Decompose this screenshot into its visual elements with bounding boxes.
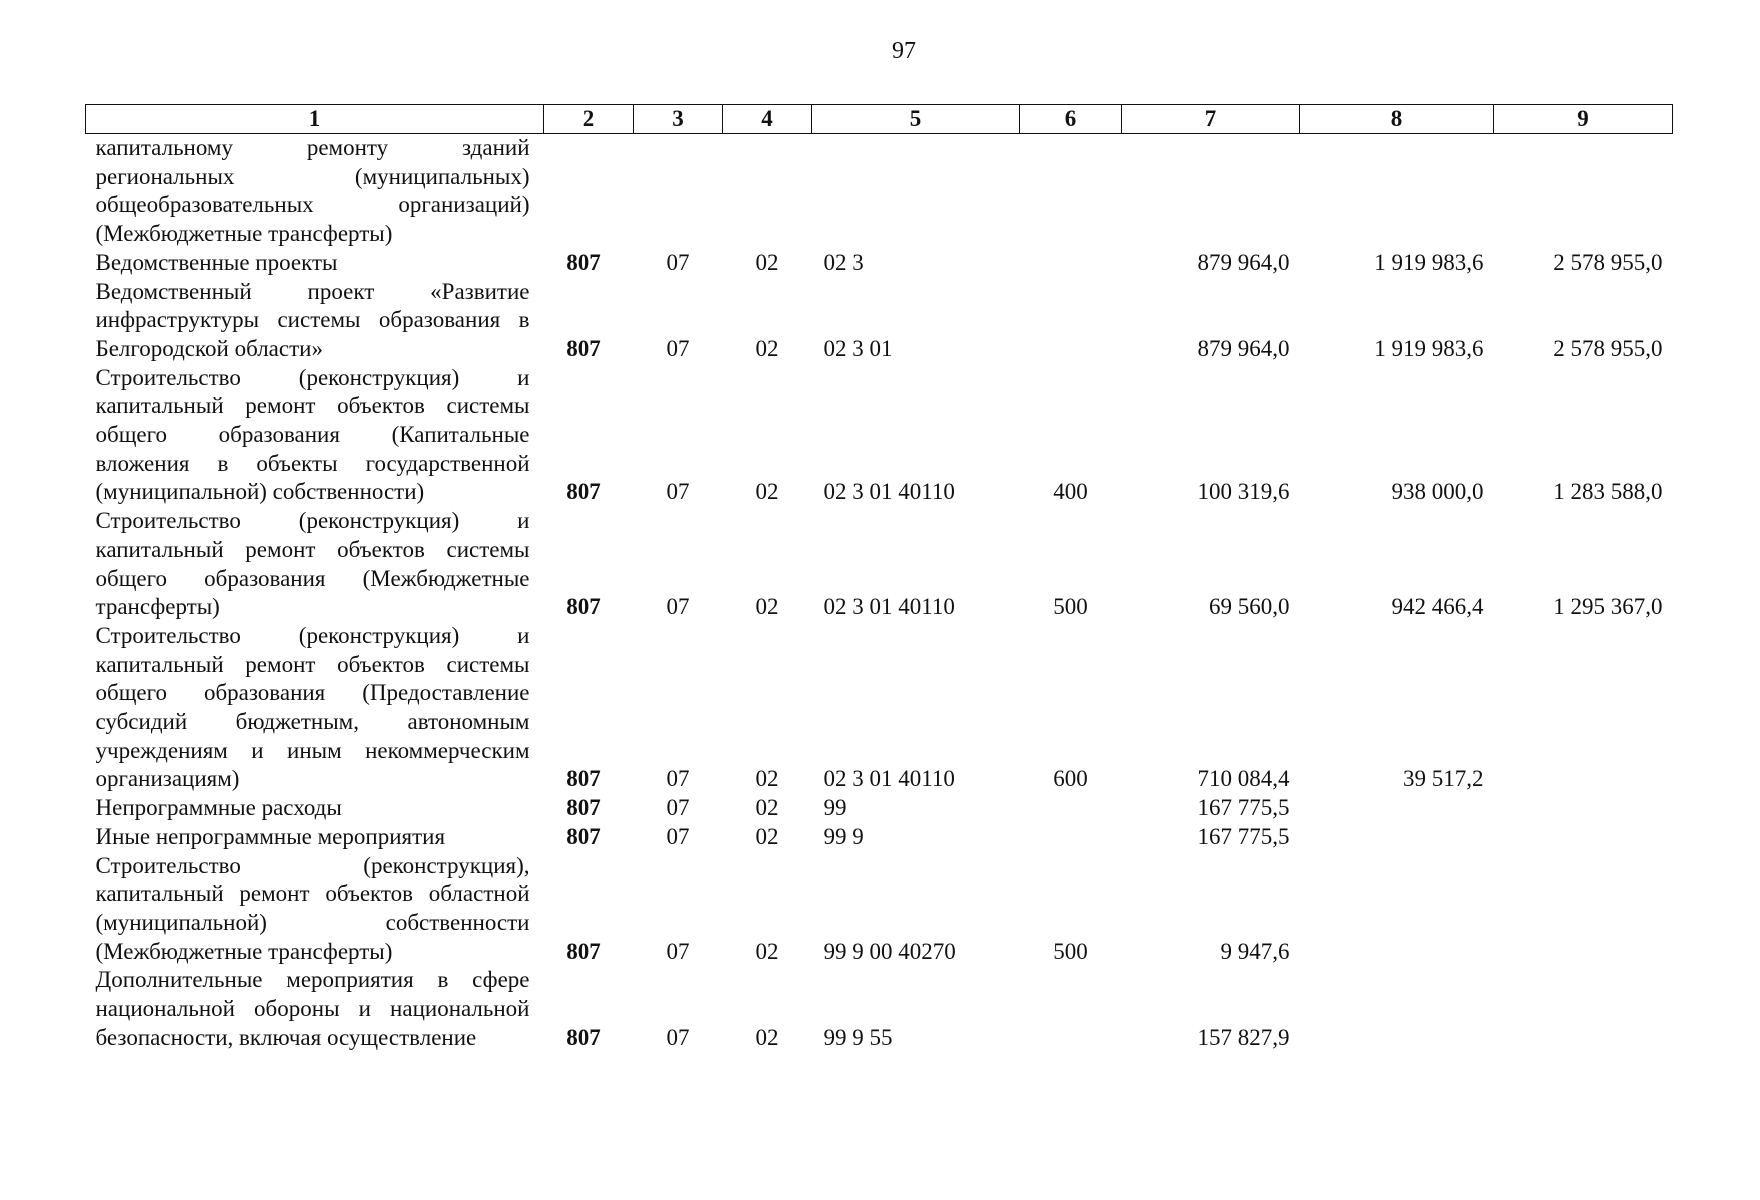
table-row xyxy=(86,364,1673,508)
expense-name: Непрограммные расходы xyxy=(95,795,342,821)
amount-col-9 xyxy=(1494,622,1673,794)
table-row xyxy=(86,794,1673,823)
page-number: 97 xyxy=(892,38,916,64)
grbs-code xyxy=(544,134,634,249)
amount-col-9: 2 578 955,0 xyxy=(1553,335,1663,361)
amount-col-7: 69 560,0 xyxy=(1209,594,1290,620)
header-col-1: 1 xyxy=(86,105,544,134)
table-body xyxy=(86,134,1673,1053)
header-col-6: 6 xyxy=(1020,105,1122,134)
target-article-code: 02 3 01 40110 xyxy=(823,594,955,620)
section-code: 07 xyxy=(666,795,690,821)
section-code: 07 xyxy=(666,249,690,275)
table-row xyxy=(86,966,1673,1052)
amount-col-7: 879 964,0 xyxy=(1197,335,1290,361)
expense-name: Строительство (реконструкция) и капитальный ремонт объектов системы общего образования (Межбюджетные трансферты) xyxy=(95,508,530,620)
amount-col-8: 39 517,2 xyxy=(1403,766,1484,792)
expense-type-code xyxy=(1020,823,1122,852)
expense-name: капитальному ремонту зданий региональных (муниципальных) общеобразовательных организаций) (Межбюджетные трансферты) xyxy=(95,135,530,247)
section-code: 07 xyxy=(666,594,690,620)
target-article-code: 99 9 xyxy=(823,823,864,849)
header-col-5: 5 xyxy=(812,105,1020,134)
section-code: 07 xyxy=(666,823,690,849)
expense-name: Дополнительные мероприятия в сфере национальной обороны и национальной безопасности, включая осуществление xyxy=(95,967,530,1050)
target-article-code: 99 9 00 40270 xyxy=(823,938,956,964)
expense-type-code: 500 xyxy=(1053,938,1088,964)
grbs-code: 807 xyxy=(566,766,601,792)
subsection-code: 02 xyxy=(755,766,779,792)
table-row xyxy=(86,507,1673,622)
expense-name: Строительство (реконструкция) и капитальный ремонт объектов системы общего образования (Предоставление субсидий бюджетным, автономным учреждениям и иным некоммерческим организациям) xyxy=(95,622,530,792)
amount-col-9: 2 578 955,0 xyxy=(1553,249,1663,275)
amount-col-9 xyxy=(1494,852,1673,967)
expense-name: Строительство (реконструкция), капитальный ремонт объектов областной (муниципальной) собственности (Межбюджетные трансферты) xyxy=(95,852,530,964)
subsection-code: 02 xyxy=(755,823,779,849)
header-col-2: 2 xyxy=(544,105,634,134)
grbs-code: 807 xyxy=(566,823,601,849)
amount-col-7: 710 084,4 xyxy=(1197,766,1290,792)
amount-col-7: 9 947,6 xyxy=(1220,938,1290,964)
expense-type-code: 600 xyxy=(1053,766,1088,792)
section-code: 07 xyxy=(666,938,690,964)
section-code: 07 xyxy=(666,1024,690,1050)
budget-table xyxy=(85,104,1673,1053)
grbs-code: 807 xyxy=(566,335,601,361)
expense-type-code: 500 xyxy=(1053,594,1088,620)
target-article-code: 99 9 55 xyxy=(823,1024,893,1050)
header-col-4: 4 xyxy=(723,105,812,134)
subsection-code: 02 xyxy=(755,594,779,620)
amount-col-7 xyxy=(1122,134,1300,249)
grbs-code: 807 xyxy=(566,249,601,275)
expense-type-code xyxy=(1020,794,1122,823)
expense-type-code xyxy=(1020,966,1122,1052)
amount-col-8: 1 919 983,6 xyxy=(1374,335,1484,361)
section-code xyxy=(634,134,723,249)
amount-col-9 xyxy=(1494,823,1673,852)
amount-col-8 xyxy=(1300,794,1494,823)
expense-type-code xyxy=(1020,134,1122,249)
amount-col-8 xyxy=(1300,823,1494,852)
amount-col-7: 167 775,5 xyxy=(1197,795,1290,821)
expense-name: Ведомственный проект «Развитие инфраструктуры системы образования в Белгородской области» xyxy=(95,278,530,361)
amount-col-9: 1 283 588,0 xyxy=(1553,479,1663,505)
expense-name: Строительство (реконструкция) и капитальный ремонт объектов системы общего образования (Капитальные вложения в объекты государственной (муниципальной) собственности) xyxy=(95,364,530,505)
table-row xyxy=(86,249,1673,278)
grbs-code: 807 xyxy=(566,938,601,964)
grbs-code: 807 xyxy=(566,479,601,505)
expense-name: Ведомственные проекты xyxy=(95,249,338,275)
target-article-code: 99 xyxy=(823,795,847,821)
subsection-code: 02 xyxy=(755,1024,779,1050)
subsection-code: 02 xyxy=(755,938,779,964)
amount-col-9 xyxy=(1494,794,1673,823)
amount-col-8: 1 919 983,6 xyxy=(1374,249,1484,275)
target-article-code: 02 3 01 40110 xyxy=(823,766,955,792)
amount-col-8 xyxy=(1300,852,1494,967)
subsection-code: 02 xyxy=(755,795,779,821)
header-col-7: 7 xyxy=(1122,105,1300,134)
table-row xyxy=(86,823,1673,852)
target-article-code: 02 3 xyxy=(823,249,864,275)
amount-col-7: 157 827,9 xyxy=(1197,1024,1290,1050)
amount-col-8: 942 466,4 xyxy=(1391,594,1484,620)
section-code: 07 xyxy=(666,479,690,505)
table-row xyxy=(86,622,1673,794)
expense-type-code xyxy=(1020,249,1122,278)
section-code: 07 xyxy=(666,766,690,792)
grbs-code: 807 xyxy=(566,594,601,620)
grbs-code: 807 xyxy=(566,795,601,821)
expense-name: Иные непрограммные мероприятия xyxy=(95,823,446,849)
amount-col-8 xyxy=(1300,966,1494,1052)
table-row xyxy=(86,278,1673,364)
amount-col-7: 879 964,0 xyxy=(1197,249,1290,275)
target-article-code: 02 3 01 40110 xyxy=(823,479,955,505)
header-row xyxy=(86,105,1673,134)
target-article-code xyxy=(812,134,1020,249)
subsection-code: 02 xyxy=(755,335,779,361)
section-code: 07 xyxy=(666,335,690,361)
grbs-code: 807 xyxy=(566,1024,601,1050)
header-col-8: 8 xyxy=(1300,105,1494,134)
amount-col-7: 100 319,6 xyxy=(1197,479,1290,505)
table-header xyxy=(86,105,1673,134)
amount-col-8 xyxy=(1300,134,1494,249)
header-col-3: 3 xyxy=(634,105,723,134)
subsection-code xyxy=(723,134,812,249)
subsection-code: 02 xyxy=(755,249,779,275)
header-col-9: 9 xyxy=(1494,105,1673,134)
amount-col-9 xyxy=(1494,966,1673,1052)
amount-col-9: 1 295 367,0 xyxy=(1553,594,1663,620)
amount-col-8: 938 000,0 xyxy=(1391,479,1484,505)
table-row xyxy=(86,134,1673,249)
amount-col-9 xyxy=(1494,134,1673,249)
amount-col-7: 167 775,5 xyxy=(1197,823,1290,849)
expense-type-code xyxy=(1020,278,1122,364)
table-row xyxy=(86,852,1673,967)
subsection-code: 02 xyxy=(755,479,779,505)
expense-type-code: 400 xyxy=(1053,479,1088,505)
target-article-code: 02 3 01 xyxy=(823,335,893,361)
